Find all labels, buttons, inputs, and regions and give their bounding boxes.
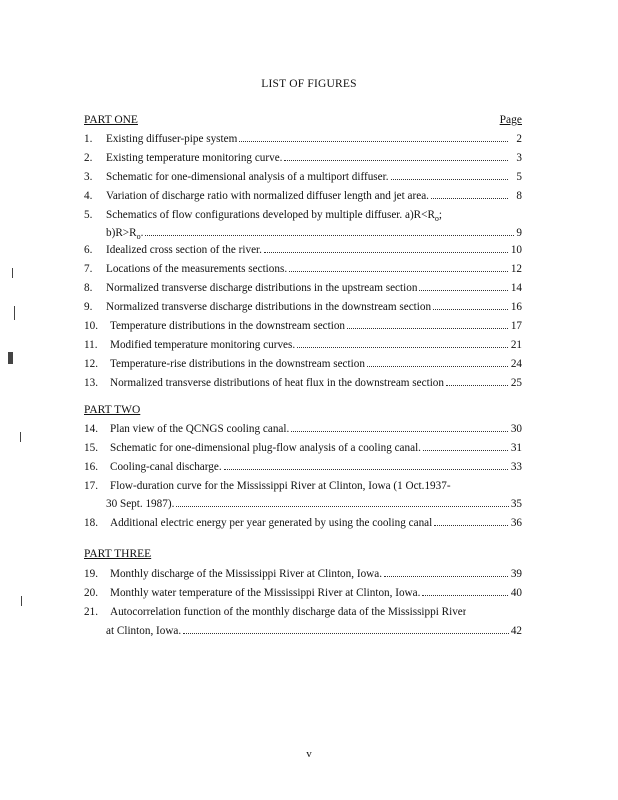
figure-number: 7.: [84, 263, 93, 275]
figure-entry: [84, 516, 522, 530]
figure-number: 15.: [84, 442, 98, 454]
dot-leader: [284, 151, 508, 161]
figure-caption: Flow-duration curve for the Mississippi River at Clinton, Iowa (1 Oct.1937-: [110, 480, 451, 492]
figure-page: 3: [516, 152, 522, 164]
figure-number: 20.: [84, 587, 98, 599]
figure-page: 12: [510, 263, 522, 275]
figure-caption: Temperature distributions in the downstream section: [110, 320, 346, 332]
figure-entry: [84, 441, 522, 455]
figure-page: 9: [516, 227, 522, 239]
figure-entry: [84, 422, 522, 436]
figure-entry: [84, 338, 522, 352]
figure-number: 12.: [84, 358, 98, 370]
figure-caption: Temperature-rise distributions in the downstream section: [110, 358, 365, 370]
figure-number: 16.: [84, 461, 98, 473]
figure-page: 5: [516, 171, 522, 183]
part-one-header: [84, 114, 522, 126]
figure-page: 10: [510, 244, 522, 256]
figure-entry: [84, 281, 522, 295]
figure-caption: Existing diffuser-pipe system: [106, 133, 238, 145]
figure-caption: 30 Sept. 1987).: [106, 498, 175, 510]
figure-caption: Variation of discharge ratio with normalized diffuser length and jet area.: [106, 190, 429, 202]
figure-entry-continuation: [106, 624, 522, 638]
dot-leader: [431, 189, 508, 199]
figure-number: 9.: [84, 301, 93, 313]
figure-entry: [84, 567, 522, 581]
figure-caption: Monthly discharge of the Mississippi River at Clinton, Iowa.: [110, 568, 383, 580]
figure-caption: Normalized transverse discharge distributions in the upstream section: [106, 282, 418, 294]
figure-number: 4.: [84, 190, 93, 202]
figure-entry: [84, 189, 522, 203]
figure-entry: [84, 132, 522, 146]
figure-page: 35: [510, 498, 522, 510]
figure-entry: [84, 208, 522, 226]
part-two-label: PART TWO: [84, 404, 141, 416]
page-column-header: Page: [499, 114, 522, 126]
dot-leader: [419, 281, 508, 291]
figure-number: 1.: [84, 133, 93, 145]
dot-leader: [423, 441, 508, 451]
figure-number: 21.: [84, 606, 98, 618]
figure-entry: [84, 479, 522, 493]
figure-page: 8: [516, 190, 522, 202]
figure-page: 16: [510, 301, 522, 313]
figure-page: 25: [510, 377, 522, 389]
dot-leader: [224, 460, 508, 470]
scan-artifact: [8, 352, 13, 364]
figure-entry: [84, 605, 522, 619]
figure-caption: Modified temperature monitoring curves.: [110, 339, 296, 351]
figure-number: 8.: [84, 282, 93, 294]
figure-page: 24: [510, 358, 522, 370]
figure-page: 14: [510, 282, 522, 294]
figure-number: 2.: [84, 152, 93, 164]
figure-entry-continuation: [106, 226, 522, 244]
figure-caption: Schematic for one-dimensional analysis of a multiport diffuser.: [106, 171, 389, 183]
dot-leader: [176, 497, 508, 507]
figure-page: 42: [510, 625, 522, 637]
scan-artifact: [21, 596, 22, 606]
figure-caption: Existing temperature monitoring curve.: [106, 152, 283, 164]
part-two-header: [84, 404, 522, 416]
figure-number: 10.: [84, 320, 98, 332]
dot-leader: [367, 357, 508, 367]
dot-leader: [264, 243, 508, 253]
dot-leader: [289, 262, 508, 272]
figure-page: 40: [510, 587, 522, 599]
figure-entry: [84, 460, 522, 474]
figure-caption: Schematic for one-dimensional plug-flow analysis of a cooling canal.: [110, 442, 421, 454]
figure-caption: $b)R>R_o$.: [106, 227, 144, 242]
figure-page: 17: [510, 320, 522, 332]
figure-page: 33: [510, 461, 522, 473]
figure-caption: Locations of the measurements sections.: [106, 263, 288, 275]
figure-caption: at Clinton, Iowa.: [106, 625, 182, 637]
figure-entry: [84, 586, 522, 600]
page-number: v: [306, 748, 312, 760]
figure-page: 36: [510, 517, 522, 529]
dot-leader: [433, 300, 508, 310]
figure-number: 17.: [84, 480, 98, 492]
figure-caption: Schematics of flow configurations developed by multiple diffuser. $a)R<R_o$;: [106, 209, 443, 224]
dot-leader: [434, 516, 508, 526]
figure-number: 18.: [84, 517, 98, 529]
dot-leader: [446, 376, 508, 386]
scan-artifact: [14, 306, 15, 320]
figure-caption: Autocorrelation function of the monthly discharge data of the Mississippi River: [110, 606, 467, 618]
figure-entry: [84, 300, 522, 314]
figure-entry: [84, 151, 522, 165]
figure-page: 2: [516, 133, 522, 145]
dot-leader: [347, 319, 508, 329]
figure-entry-continuation: [106, 497, 522, 511]
figure-page: 31: [510, 442, 522, 454]
figure-entry: [84, 170, 522, 184]
figure-number: 5.: [84, 209, 93, 221]
figure-entry: [84, 376, 522, 390]
figure-caption: Normalized transverse discharge distributions in the downstream section: [106, 301, 432, 313]
scan-artifact: [12, 268, 13, 278]
dot-leader: [145, 226, 514, 236]
figure-caption: Monthly water temperature of the Mississippi River at Clinton, Iowa.: [110, 587, 421, 599]
figure-page: 30: [510, 423, 522, 435]
scan-artifact: [20, 432, 21, 442]
dot-leader: [239, 132, 508, 142]
figure-entry: [84, 243, 522, 257]
figure-entry: [84, 262, 522, 276]
dot-leader: [422, 586, 508, 596]
figure-caption: Plan view of the QCNGS cooling canal.: [110, 423, 290, 435]
figure-entry: [84, 357, 522, 371]
figure-entry: [84, 319, 522, 333]
figure-page: 21: [510, 339, 522, 351]
figure-caption: Normalized transverse distributions of heat flux in the downstream section: [110, 377, 444, 389]
figure-page: 39: [510, 568, 522, 580]
figure-number: 19.: [84, 568, 98, 580]
part-one-label: PART ONE: [84, 114, 138, 126]
figure-number: 3.: [84, 171, 93, 183]
figure-caption: Idealized cross section of the river.: [106, 244, 262, 256]
figure-number: 6.: [84, 244, 93, 256]
dot-leader: [391, 170, 508, 180]
part-three-label: PART THREE: [84, 548, 152, 560]
dot-leader: [297, 338, 508, 348]
figure-number: 14.: [84, 423, 98, 435]
subscript: o: [434, 214, 439, 224]
figure-number: 11.: [84, 339, 98, 351]
dot-leader: [384, 567, 508, 577]
page-title: LIST OF FIGURES: [261, 78, 357, 90]
figure-caption: Additional electric energy per year generated by using the cooling canal: [110, 517, 433, 529]
part-three-header: [84, 548, 522, 560]
dot-leader: [291, 422, 508, 432]
figure-number: 13.: [84, 377, 98, 389]
figure-caption: Cooling-canal discharge.: [110, 461, 222, 473]
subscript: o: [136, 232, 141, 242]
dot-leader: [183, 624, 509, 634]
